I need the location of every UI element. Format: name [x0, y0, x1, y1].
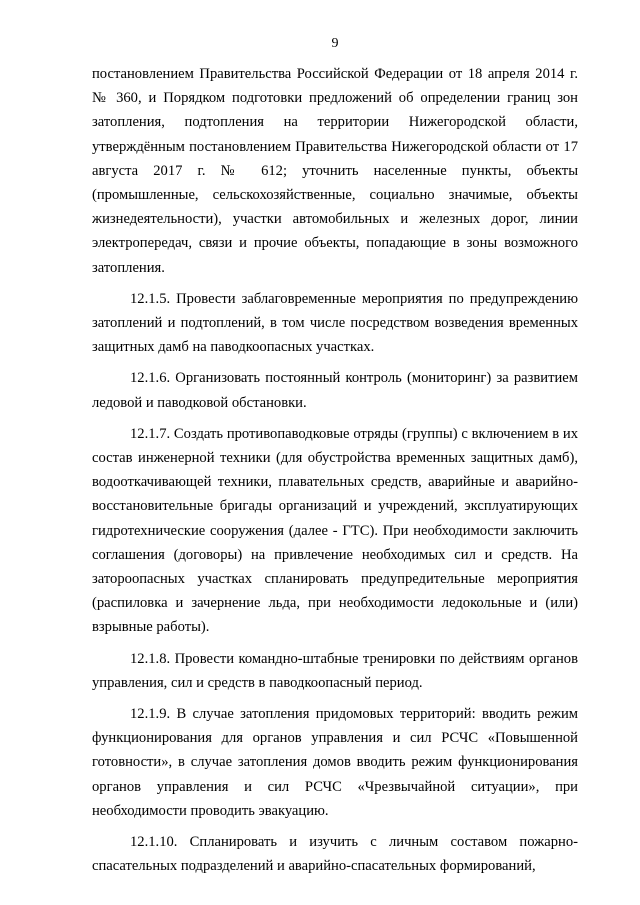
paragraph-12-1-8: 12.1.8. Провести командно-штабные тренировки по действиям органов управления, сил и средств в паводкоопасный период.: [92, 650, 578, 691]
paragraph-12-1-9: 12.1.9. В случае затопления придомовых территорий: вводить режим функционирования для органов управления и сил РСЧС «Повышенной готовности», в случае затопления домов вводить режим функционирования органов управления и сил РСЧС «Чрезвычайной ситуации», при необходимости проводить эвакуацию.: [92, 706, 578, 819]
page-number: 9: [331, 36, 339, 51]
paragraph-12-1-10: 12.1.10. Спланировать и изучить с личным составом пожарно-спасательных подразделений и аварийно-спасательных формирований,: [92, 834, 578, 875]
paragraph-continuation: постановлением Правительства Российской Федерации от 18 апреля 2014 г. № 360, и Порядком подготовки предложений об определении границ зон затопления, подтопления на территории Нижегородской области, утверждённым постановлением Правительства Нижегородской области от 17 августа 2017 г. № 612; уточнить населенные пункты, объекты (промышленные, сельскохозяйственные, социально значимые, объекты жизнедеятельности), участки автомобильных и железных дорог, линии электропередач, связи и прочие объекты, попадающие в зоны возможного затопления.: [92, 66, 578, 276]
paragraph-12-1-6: 12.1.6. Организовать постоянный контроль (мониторинг) за развитием ледовой и паводковой обстановки.: [92, 370, 578, 411]
paragraph-12-1-5: 12.1.5. Провести заблаговременные мероприятия по предупреждению затоплений и подтоплений, в том числе посредством возведения временных защитных дамб на паводкоопасных участках.: [92, 290, 578, 356]
paragraph-12-1-7: 12.1.7. Создать противопаводковые отряды (группы) с включением в их состав инженерной техники (для обустройства временных защитных дамб), водооткачивающей техники, плавательных средств, аварийные и аварийно-восстановительные бригады организаций и учреждений, эксплуатирующих гидротехнические сооружения (далее - ГТС). При необходимости заключить соглашения (договоры) на привлечение необходимых сил и средств. На затороопасных участках спланировать предупредительные мероприятия (распиловка и зачернение льда, при необходимости ледокольные и (или) взрывные работы).: [92, 425, 578, 636]
document-page: [92, 36, 578, 886]
